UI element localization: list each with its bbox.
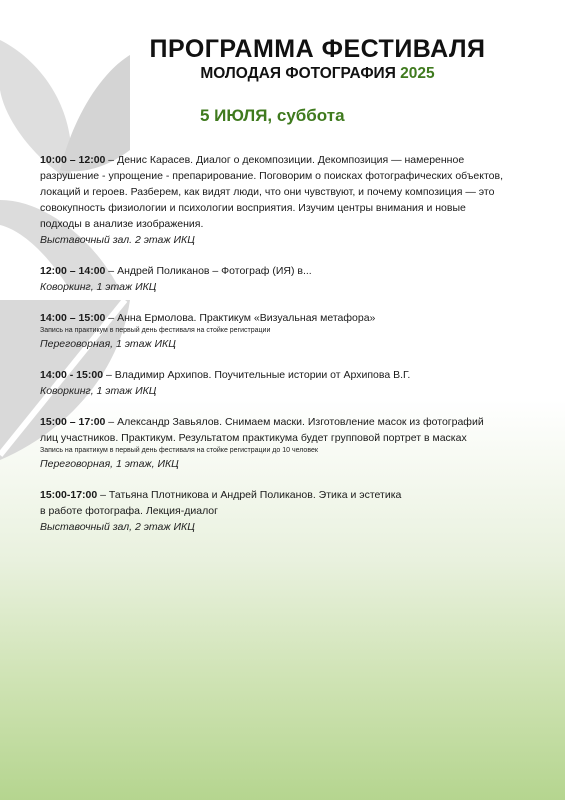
event-place: Выставочный зал, 2 этаж ИКЦ	[40, 521, 195, 533]
page-subtitle	[70, 64, 565, 84]
event-desc: совокупность физиологии и психологии восприятия. Изучим центры внимания и новые	[40, 202, 466, 214]
subtitle-text: МОЛОДАЯ ФОТОГРАФИЯ	[200, 65, 396, 82]
event-desc: подходы в анализе изображения.	[40, 218, 204, 230]
event-note: Запись на практикум в первый день фестиваля на стойке регистрации	[40, 327, 271, 334]
event-6: 15:00-17:00 – Татьяна Плотникова и Андрей Поликанов. Этика и эстетика в работе фотографа. Лекция-диалог Выставочный зал, 2 этаж ИКЦ	[40, 487, 545, 535]
event-3: 14:00 – 15:00 – Анна Ермолова. Практикум «Визуальная метафора» Запись на практикум в первый день фестиваля на стойке регистрации Переговорная, 1 этаж ИКЦ	[40, 310, 545, 352]
date-heading: 5 ИЮЛЯ, суббота	[200, 106, 345, 125]
event-desc: Анна Ермолова. Практикум «Визуальная метафора»	[117, 312, 376, 324]
event-place: Коворкинг, 1 этаж ИКЦ	[40, 385, 157, 397]
event-desc: в работе фотографа. Лекция-диалог	[40, 505, 218, 517]
event-desc: Владимир Архипов. Поучительные истории от Архипова В.Г.	[114, 369, 411, 381]
event-time: 14:00 - 15:00	[40, 369, 104, 381]
page-title: ПРОГРАММА ФЕСТИВАЛЯ	[149, 35, 486, 63]
event-desc: локаций и героев. Разберем, как видят люди, что они чувствуют, и почему композиция — это	[40, 186, 495, 198]
event-desc: лиц участников. Практикум. Результатом практикума будет групповой портрет в масках	[40, 432, 467, 444]
event-place: Переговорная, 1 этаж, ИКЦ	[40, 458, 179, 470]
schedule	[40, 152, 545, 550]
event-4: 14:00 - 15:00 – Владимир Архипов. Поучительные истории от Архипова В.Г. Коворкинг, 1 этаж ИКЦ	[40, 367, 545, 399]
event-note: Запись на практикум в первый день фестиваля на стойке регистрации до 10 человек	[40, 447, 318, 454]
event-1: 10:00 – 12:00 – Денис Карасев. Диалог о декомпозиции. Декомпозиция — намеренное разрушение - упрощение - препарирование. Поговорим о поисках фотографических объектов, локаций и героев. Разберем, как видят люди, что они чувствуют, и почему композиция — это совокупность физиологии и психологии восприятия. Изучим центры внимания и новые подходы в анализе изображения. Выставочный зал. 2 этаж ИКЦ	[40, 152, 545, 248]
event-desc: Денис Карасев. Диалог о декомпозиции. Декомпозиция — намеренное	[117, 154, 465, 166]
event-desc: Татьяна Плотникова и Андрей Поликанов. Этика и эстетика	[108, 489, 402, 501]
header	[0, 34, 565, 84]
event-desc: Александр Завьялов. Снимаем маски. Изготовление масок из фотографий	[117, 416, 484, 428]
event-2: 12:00 – 14:00 – Андрей Поликанов – Фотограф (ИЯ) в... Коворкинг, 1 этаж ИКЦ	[40, 263, 545, 295]
event-time: 10:00 – 12:00	[40, 154, 106, 166]
event-time: 15:00 – 17:00	[40, 416, 106, 428]
event-5: 15:00 – 17:00 – Александр Завьялов. Снимаем маски. Изготовление масок из фотографий лиц участников. Практикум. Результатом практикума будет групповой портрет в масках Запись на практикум в первый день фестиваля на стойке регистрации до 10 человек Переговорная, 1 этаж, ИКЦ	[40, 414, 545, 472]
event-desc: Андрей Поликанов – Фотограф (ИЯ) в...	[117, 265, 312, 277]
event-desc: разрушение - упрощение - препарирование. Поговорим о поисках фотографических объектов,	[40, 170, 503, 182]
event-time: 15:00-17:00	[40, 489, 98, 501]
event-place: Выставочный зал. 2 этаж ИКЦ	[40, 234, 195, 246]
event-time: 12:00 – 14:00	[40, 265, 106, 277]
event-place: Переговорная, 1 этаж ИКЦ	[40, 338, 176, 350]
subtitle-year: 2025	[400, 65, 435, 82]
event-place: Коворкинг, 1 этаж ИКЦ	[40, 281, 157, 293]
event-time: 14:00 – 15:00	[40, 312, 106, 324]
